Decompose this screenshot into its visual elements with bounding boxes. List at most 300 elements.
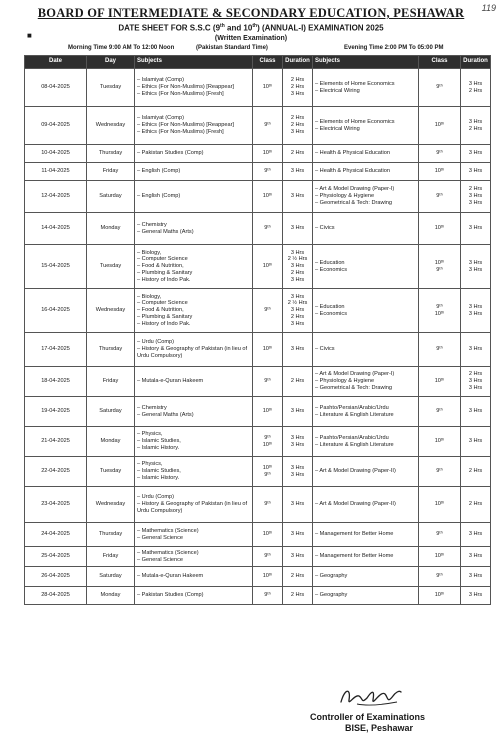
cell-line: – Food & Nutrition, xyxy=(137,263,184,270)
col-evening-duration: Duration xyxy=(461,56,491,69)
evening-duration-cell xyxy=(461,145,491,163)
cell-line: 3 Hrs xyxy=(468,438,483,445)
cell-line: 3 Hrs xyxy=(290,293,305,300)
morning-class-cell: 10ᵗʰ xyxy=(253,181,283,213)
cell-line: – Chemistry xyxy=(137,404,167,411)
date-cell: 12-04-2025 xyxy=(25,181,87,213)
controller-label: Controller of Examinations xyxy=(310,712,426,722)
cell-line: – Pashto/Persian/Arabic/Urdu xyxy=(315,404,389,411)
evening-class-cell xyxy=(419,245,461,289)
evening-subject-cell xyxy=(313,107,419,145)
cell-line: 3 Hrs xyxy=(468,303,483,310)
cell-line: – History of Indo Pak. xyxy=(137,276,191,283)
cell-line: – Islamiyat (Comp) xyxy=(137,77,184,84)
cell-line: 3 Hrs xyxy=(290,307,305,314)
cell-line: – Electrical Wiring xyxy=(315,87,360,94)
day-cell: Saturday xyxy=(87,397,135,427)
cell-line: – Management for Better Home xyxy=(315,553,394,560)
morning-class-cell: 10ᵗʰ xyxy=(253,145,283,163)
evening-class-cell: 10ᵗʰ xyxy=(419,213,461,245)
col-morning-class: Class xyxy=(253,56,283,69)
morning-class-cell: 9ᵗʰ xyxy=(253,289,283,333)
cell-line: 2 Hrs xyxy=(290,573,305,580)
day-cell: Tuesday xyxy=(87,245,135,289)
evening-duration-cell xyxy=(461,245,491,289)
cell-line: 3 Hrs xyxy=(468,531,483,538)
cell-line: 3 Hrs xyxy=(290,90,305,97)
cell-line: 2 Hrs xyxy=(290,269,305,276)
evening-duration-cell xyxy=(461,587,491,605)
cell-line: – Civics xyxy=(315,225,335,232)
cell-line: – Pakistan Studies (Comp) xyxy=(137,150,204,157)
morning-class-cell: 9ᵗʰ xyxy=(253,587,283,605)
cell-line: – Geometrical & Tech: Drawing xyxy=(315,384,392,391)
cell-line: 3 Hrs xyxy=(468,80,483,87)
evening-subject-cell xyxy=(313,163,419,181)
cell-line: 9ᵗʰ xyxy=(436,303,443,310)
cell-line: – Biology, xyxy=(137,293,162,300)
exam-type: (Written Examination) xyxy=(214,35,288,42)
cell-line: – Islamiyat (Comp) xyxy=(137,115,184,122)
cell-line: – History of Indo Pak. xyxy=(137,320,191,327)
cell-line: 3 Hrs xyxy=(468,592,483,599)
bise-label: BISE, Peshawar xyxy=(345,723,414,733)
cell-line: 10ᵗʰ xyxy=(262,464,273,471)
cell-line: 2 Hrs xyxy=(290,115,305,122)
date-cell: 14-04-2025 xyxy=(25,213,87,245)
morning-subject-cell xyxy=(135,107,253,145)
table-row xyxy=(25,457,491,487)
cell-line: 3 Hrs xyxy=(468,408,483,415)
cell-line: – General Maths (Arts) xyxy=(137,228,194,235)
cell-line: – Civics xyxy=(315,346,335,353)
morning-class-cell xyxy=(253,457,283,487)
cell-line: – Plumbing & Sanitary xyxy=(137,269,193,276)
cell-line: – Ethics (For Non-Muslims) [Fresh] xyxy=(137,128,224,135)
cell-line: 10ᵗʰ xyxy=(434,310,445,317)
cell-line: – Economics xyxy=(315,310,348,317)
cell-line: – Geometrical & Tech: Drawing xyxy=(315,199,392,206)
cell-line: – History & Geography of Pakistan (in lieu of Urdu Compulsory) xyxy=(137,346,248,359)
date-cell: 08-04-2025 xyxy=(25,69,87,107)
morning-duration-cell xyxy=(283,587,313,605)
cell-line: – Islamic History. xyxy=(137,444,180,451)
day-cell: Friday xyxy=(87,547,135,567)
evening-class-cell: 9ᵗʰ xyxy=(419,397,461,427)
table-row xyxy=(25,245,491,289)
col-day: Day xyxy=(87,56,135,69)
table-body xyxy=(25,69,491,605)
day-cell: Friday xyxy=(87,367,135,397)
morning-class-cell xyxy=(253,427,283,457)
cell-line: 3 Hrs xyxy=(468,193,483,200)
morning-subject-cell xyxy=(135,567,253,587)
day-cell: Thursday xyxy=(87,523,135,547)
morning-duration-cell xyxy=(283,107,313,145)
cell-line: 3 Hrs xyxy=(290,276,305,283)
cell-line: – English (Comp) xyxy=(137,168,181,175)
evening-duration-cell xyxy=(461,523,491,547)
evening-subject-cell xyxy=(313,567,419,587)
evening-subject-cell xyxy=(313,245,419,289)
cell-line: – Art & Model Drawing (Paper-I) xyxy=(315,186,395,193)
cell-line: 2 Hrs xyxy=(468,468,483,475)
cell-line: – Islamic History. xyxy=(137,474,180,481)
morning-duration-cell xyxy=(283,245,313,289)
evening-subject-cell xyxy=(313,397,419,427)
cell-line: 2 Hrs xyxy=(468,371,483,378)
evening-class-cell: 9ᵗʰ xyxy=(419,457,461,487)
morning-duration-cell xyxy=(283,487,313,523)
cell-line: – General Science xyxy=(137,534,184,541)
cell-line: 3 Hrs xyxy=(290,249,305,256)
table-row xyxy=(25,69,491,107)
evening-class-cell: 9ᵗʰ xyxy=(419,567,461,587)
morning-duration-cell xyxy=(283,457,313,487)
cell-line: 3 Hrs xyxy=(468,378,483,385)
cell-line: 3 Hrs xyxy=(290,168,305,175)
morning-class-cell: 10ᵗʰ xyxy=(253,397,283,427)
cell-line: – General Maths (Arts) xyxy=(137,411,194,418)
evening-duration-cell xyxy=(461,567,491,587)
cell-line: 3 Hrs xyxy=(468,199,483,206)
cell-line: – Literature & English Literature xyxy=(315,411,394,418)
day-cell: Monday xyxy=(87,427,135,457)
col-date: Date xyxy=(25,56,87,69)
evening-subject-cell xyxy=(313,367,419,397)
date-cell: 18-04-2025 xyxy=(25,367,87,397)
cell-line: – Food & Nutrition, xyxy=(137,307,184,314)
date-cell: 16-04-2025 xyxy=(25,289,87,333)
cell-line: 3 Hrs xyxy=(290,531,305,538)
evening-class-cell: 9ᵗʰ xyxy=(419,181,461,213)
date-cell: 21-04-2025 xyxy=(25,427,87,457)
evening-class-cell: 10ᵗʰ xyxy=(419,163,461,181)
morning-class-cell: 10ᵗʰ xyxy=(253,69,283,107)
morning-class-cell: 10ᵗʰ xyxy=(253,567,283,587)
evening-subject-cell xyxy=(313,213,419,245)
cell-line: – Physiology & Hygiene xyxy=(315,378,375,385)
day-cell: Saturday xyxy=(87,181,135,213)
morning-subject-cell xyxy=(135,333,253,367)
table-row xyxy=(25,367,491,397)
cell-line: 3 Hrs xyxy=(468,168,483,175)
morning-subject-cell xyxy=(135,181,253,213)
table-row xyxy=(25,181,491,213)
day-cell: Tuesday xyxy=(87,457,135,487)
evening-timing: Evening Time 2:00 PM To 05:00 PM xyxy=(344,45,444,51)
cell-line: – Health & Physical Education xyxy=(315,150,390,157)
evening-duration-cell xyxy=(461,397,491,427)
day-cell: Friday xyxy=(87,163,135,181)
cell-line: 2 ½ Hrs xyxy=(287,300,308,307)
date-cell: 24-04-2025 xyxy=(25,523,87,547)
cell-line: 2 Hrs xyxy=(468,125,483,132)
morning-subject-cell xyxy=(135,213,253,245)
table-row xyxy=(25,145,491,163)
morning-class-cell: 10ᵗʰ xyxy=(253,333,283,367)
date-cell: 23-04-2025 xyxy=(25,487,87,523)
cell-line: – Urdu (Comp) xyxy=(137,494,174,501)
evening-subject-cell xyxy=(313,457,419,487)
date-cell: 10-04-2025 xyxy=(25,145,87,163)
cell-line: 3 Hrs xyxy=(290,434,305,441)
cell-line: – Ethics (For Non-Muslims) [Reappear] xyxy=(137,122,234,129)
morning-duration-cell xyxy=(283,69,313,107)
morning-class-cell: 9ᵗʰ xyxy=(253,547,283,567)
cell-line: – Electrical Wiring xyxy=(315,125,360,132)
table-row xyxy=(25,397,491,427)
cell-line: – Education xyxy=(315,259,345,266)
cell-line: – Physiology & Hygiene xyxy=(315,193,375,200)
cell-line: 3 Hrs xyxy=(290,193,305,200)
morning-duration-cell xyxy=(283,163,313,181)
cell-line: 3 Hrs xyxy=(468,259,483,266)
evening-class-cell: 9ᵗʰ xyxy=(419,333,461,367)
cell-line: – Geography xyxy=(315,573,348,580)
evening-duration-cell xyxy=(461,69,491,107)
date-cell: 19-04-2025 xyxy=(25,397,87,427)
morning-duration-cell xyxy=(283,397,313,427)
evening-class-cell: 10ᵗʰ xyxy=(419,367,461,397)
morning-duration-cell xyxy=(283,367,313,397)
cell-line: – Ethics (For Non-Muslims) [Reappear] xyxy=(137,84,234,91)
morning-subject-cell xyxy=(135,69,253,107)
cell-line: – Computer Science xyxy=(137,256,188,263)
cell-line: – Islamic Studies, xyxy=(137,438,181,445)
cell-line: 3 Hrs xyxy=(468,384,483,391)
cell-line: 3 Hrs xyxy=(290,464,305,471)
evening-subject-cell xyxy=(313,69,419,107)
morning-class-cell: 9ᵗʰ xyxy=(253,367,283,397)
evening-subject-cell xyxy=(313,289,419,333)
bullet-mark: ■ xyxy=(27,31,32,40)
cell-line: – Physics, xyxy=(137,461,163,468)
evening-subject-cell xyxy=(313,181,419,213)
page-number: 119 xyxy=(481,3,496,13)
cell-line: – Physics, xyxy=(137,431,163,438)
evening-duration-cell xyxy=(461,163,491,181)
evening-class-cell: 9ᵗʰ xyxy=(419,69,461,107)
date-sheet-table xyxy=(24,55,491,605)
cell-line: 2 Hrs xyxy=(290,313,305,320)
morning-subject-cell xyxy=(135,145,253,163)
cell-line: 3 Hrs xyxy=(290,225,305,232)
evening-duration-cell xyxy=(461,213,491,245)
evening-subject-cell xyxy=(313,587,419,605)
evening-duration-cell xyxy=(461,427,491,457)
cell-line: – General Science xyxy=(137,556,184,563)
morning-duration-cell xyxy=(283,145,313,163)
cell-line: – Mathematics (Science) xyxy=(137,549,199,556)
cell-line: 3 Hrs xyxy=(468,225,483,232)
cell-line: 9ᵗʰ xyxy=(264,471,271,478)
day-cell: Saturday xyxy=(87,567,135,587)
table-row xyxy=(25,289,491,333)
evening-subject-cell xyxy=(313,523,419,547)
cell-line: 3 Hrs xyxy=(290,501,305,508)
table-row xyxy=(25,547,491,567)
cell-line: 2 Hrs xyxy=(468,186,483,193)
morning-class-cell: 9ᵗʰ xyxy=(253,107,283,145)
cell-line: – English (Comp) xyxy=(137,193,181,200)
cell-line: – Literature & English Literature xyxy=(315,441,394,448)
morning-duration-cell xyxy=(283,427,313,457)
morning-duration-cell xyxy=(283,567,313,587)
evening-duration-cell xyxy=(461,333,491,367)
evening-subject-cell xyxy=(313,487,419,523)
col-morning-duration: Duration xyxy=(283,56,313,69)
cell-line: 3 Hrs xyxy=(468,150,483,157)
evening-duration-cell xyxy=(461,289,491,333)
date-cell: 22-04-2025 xyxy=(25,457,87,487)
cell-line: 10ᵗʰ xyxy=(262,441,273,448)
cell-line: – Pakistan Studies (Comp) xyxy=(137,592,204,599)
cell-line: – Art & Model Drawing (Paper-II) xyxy=(315,468,396,475)
morning-duration-cell xyxy=(283,333,313,367)
morning-timing: Morning Time 9:00 AM To 12:00 Noon xyxy=(68,45,175,51)
morning-subject-cell xyxy=(135,245,253,289)
cell-line: – Mathematics (Science) xyxy=(137,527,199,534)
cell-line: – Biology, xyxy=(137,249,162,256)
morning-duration-cell xyxy=(283,213,313,245)
day-cell: Monday xyxy=(87,213,135,245)
evening-class-cell: 10ᵗʰ xyxy=(419,587,461,605)
evening-subject-cell xyxy=(313,333,419,367)
evening-class-cell: 10ᵗʰ xyxy=(419,547,461,567)
cell-line: 3 Hrs xyxy=(468,553,483,560)
evening-class-cell: 10ᵗʰ xyxy=(419,107,461,145)
day-cell: Thursday xyxy=(87,333,135,367)
day-cell: Monday xyxy=(87,587,135,605)
morning-subject-cell xyxy=(135,457,253,487)
cell-line: 2 Hrs xyxy=(290,378,305,385)
evening-duration-cell xyxy=(461,547,491,567)
cell-line: – Urdu (Comp) xyxy=(137,339,174,346)
morning-class-cell: 9ᵗʰ xyxy=(253,163,283,181)
morning-subject-cell xyxy=(135,397,253,427)
cell-line: – Art & Model Drawing (Paper-I) xyxy=(315,371,395,378)
cell-line: 3 Hrs xyxy=(468,346,483,353)
morning-subject-cell xyxy=(135,427,253,457)
cell-line: – Economics xyxy=(315,266,348,273)
morning-subject-cell xyxy=(135,587,253,605)
cell-line: – Pashto/Persian/Arabic/Urdu xyxy=(315,434,389,441)
cell-line: 2 Hrs xyxy=(290,122,305,129)
table-row xyxy=(25,107,491,145)
cell-line: – Education xyxy=(315,303,345,310)
evening-duration-cell xyxy=(461,367,491,397)
cell-line: – Art & Model Drawing (Paper-II) xyxy=(315,501,396,508)
date-cell: 17-04-2025 xyxy=(25,333,87,367)
morning-subject-cell xyxy=(135,487,253,523)
day-cell: Wednesday xyxy=(87,289,135,333)
cell-line: – Mutala-e-Quran Hakeem xyxy=(137,378,204,385)
cell-line: 9ᵗʰ xyxy=(264,434,271,441)
morning-duration-cell xyxy=(283,289,313,333)
board-title: BOARD OF INTERMEDIATE & SECONDARY EDUCATION, PESHAWAR xyxy=(37,6,465,20)
evening-duration-cell xyxy=(461,457,491,487)
cell-line: – Elements of Home Economics xyxy=(315,80,395,87)
morning-subject-cell xyxy=(135,289,253,333)
cell-line: 2 ½ Hrs xyxy=(287,256,308,263)
evening-class-cell xyxy=(419,289,461,333)
table-row xyxy=(25,487,491,523)
table-row xyxy=(25,427,491,457)
day-cell: Tuesday xyxy=(87,69,135,107)
date-cell: 09-04-2025 xyxy=(25,107,87,145)
evening-class-cell: 9ᵗʰ xyxy=(419,145,461,163)
morning-class-cell: 9ᵗʰ xyxy=(253,213,283,245)
cell-line: 3 Hrs xyxy=(290,553,305,560)
morning-class-cell: 9ᵗʰ xyxy=(253,487,283,523)
cell-line: 9ᵗʰ xyxy=(436,266,443,273)
cell-line: – Geography xyxy=(315,592,348,599)
date-cell: 15-04-2025 xyxy=(25,245,87,289)
morning-subject-cell xyxy=(135,523,253,547)
cell-line: – Chemistry xyxy=(137,221,167,228)
cell-line: – Computer Science xyxy=(137,300,188,307)
date-cell: 26-04-2025 xyxy=(25,567,87,587)
cell-line: 3 Hrs xyxy=(290,441,305,448)
table-row xyxy=(25,567,491,587)
cell-line: 3 Hrs xyxy=(290,408,305,415)
morning-class-cell: 10ᵗʰ xyxy=(253,523,283,547)
cell-line: 3 Hrs xyxy=(468,118,483,125)
morning-subject-cell xyxy=(135,367,253,397)
evening-duration-cell xyxy=(461,107,491,145)
evening-duration-cell xyxy=(461,181,491,213)
cell-line: 3 Hrs xyxy=(290,263,305,270)
col-evening-subjects: Subjects xyxy=(313,56,419,69)
table-header-row xyxy=(25,56,491,69)
cell-line: – Elements of Home Economics xyxy=(315,118,395,125)
cell-line: – Ethics (For Non-Muslims) [Fresh] xyxy=(137,90,224,97)
table-row xyxy=(25,163,491,181)
evening-class-cell: 10ᵗʰ xyxy=(419,427,461,457)
cell-line: 2 Hrs xyxy=(290,77,305,84)
cell-line: – Islamic Studies, xyxy=(137,468,181,475)
cell-line: 3 Hrs xyxy=(468,573,483,580)
table-row xyxy=(25,523,491,547)
morning-duration-cell xyxy=(283,547,313,567)
date-cell: 28-04-2025 xyxy=(25,587,87,605)
cell-line: 3 Hrs xyxy=(468,310,483,317)
cell-line: 2 Hrs xyxy=(290,84,305,91)
morning-class-cell: 10ᵗʰ xyxy=(253,245,283,289)
evening-class-cell: 9ᵗʰ xyxy=(419,523,461,547)
cell-line: – Health & Physical Education xyxy=(315,168,390,175)
cell-line: 3 Hrs xyxy=(290,320,305,327)
cell-line: 2 Hrs xyxy=(290,150,305,157)
day-cell: Wednesday xyxy=(87,107,135,145)
table-row xyxy=(25,333,491,367)
standard-time-label: (Pakistan Standard Time) xyxy=(196,45,268,51)
cell-line: – History & Geography of Pakistan (in lieu of Urdu Compulsory) xyxy=(137,501,248,514)
cell-line: 3 Hrs xyxy=(468,266,483,273)
morning-duration-cell xyxy=(283,181,313,213)
evening-subject-cell xyxy=(313,145,419,163)
table-row xyxy=(25,587,491,605)
evening-duration-cell xyxy=(461,487,491,523)
date-cell: 25-04-2025 xyxy=(25,547,87,567)
evening-subject-cell xyxy=(313,547,419,567)
cell-line: 3 Hrs xyxy=(290,471,305,478)
col-evening-class: Class xyxy=(419,56,461,69)
cell-line: 10ᵗʰ xyxy=(434,259,445,266)
morning-subject-cell xyxy=(135,547,253,567)
table-row xyxy=(25,213,491,245)
